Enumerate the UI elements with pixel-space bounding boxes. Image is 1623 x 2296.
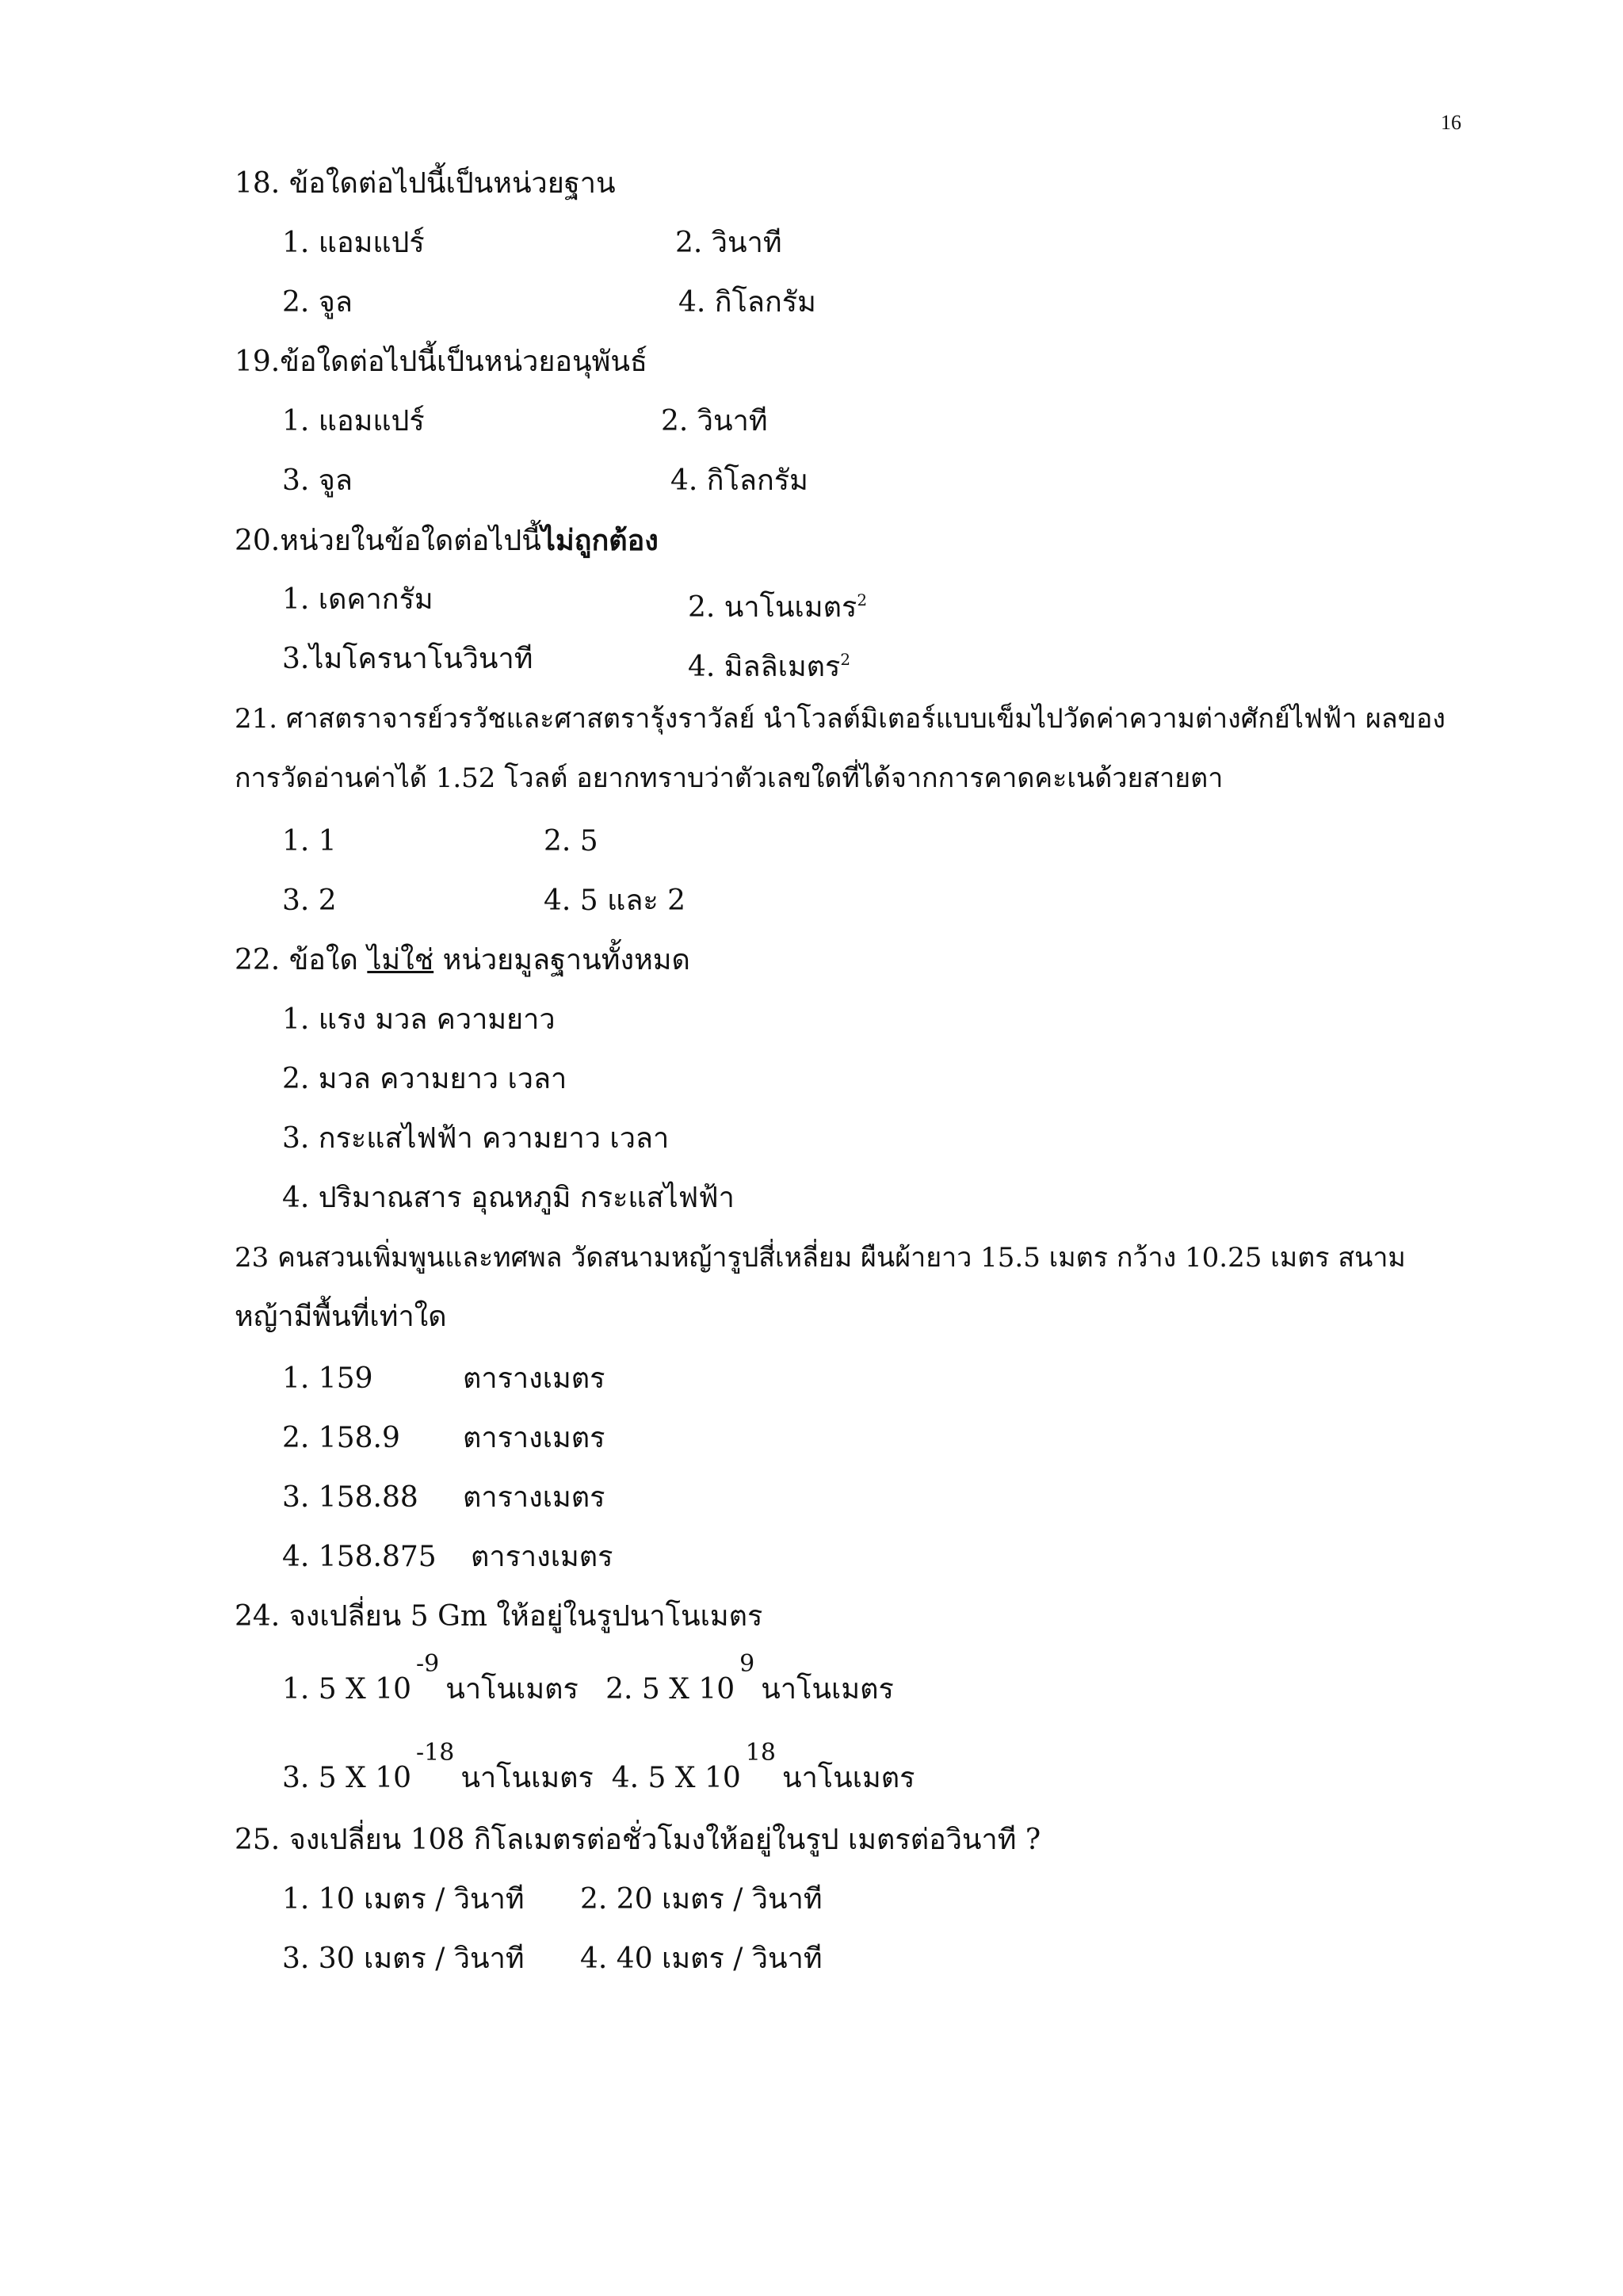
q19-option-2: 2. วินาที [661, 405, 768, 437]
q21-option-1: 1. 1 [282, 825, 337, 858]
q20-option-2-text: 2. นาโนเมตร [688, 591, 857, 624]
q24-option-1-unit: นาโนเมตร [445, 1673, 579, 1706]
q19-option-4: 4. กิโลกรัม [670, 464, 808, 497]
q22-option-2: 2. มวล ความยาว เวลา [282, 1063, 567, 1095]
question-23-line-2: หญ้ามีพื้นที่เท่าใด [235, 1301, 447, 1333]
q25-option-1: 1. 10 เมตร / วินาที [282, 1883, 525, 1916]
q21-option-4: 4. 5 และ 2 [544, 884, 686, 917]
q25-option-4: 4. 40 เมตร / วินาที [580, 1943, 823, 1975]
q23-option-1-unit: ตารางเมตร [463, 1362, 605, 1395]
q20-option-4 [688, 642, 850, 685]
question-23-line-1: 23 คนสวนเพิ่มพูนและทศพล วัดสนามหญ้ารูปสี่เหลี่ยม ผืนผ้ายาว 15.5 เมตร กว้าง 10.25 เมตร สนาม [235, 1242, 1406, 1274]
q23-option-2-unit: ตารางเมตร [463, 1422, 605, 1454]
q24-option-4-exponent: 18 [745, 1739, 776, 1767]
q22-suffix: หน่วยมูลฐานทั้งหมด [433, 944, 690, 976]
q23-option-4-unit: ตารางเมตร [471, 1541, 613, 1573]
q25-option-3: 3. 30 เมตร / วินาที [282, 1943, 525, 1975]
q24-option-2-base: 2. 5 X 10 [605, 1673, 735, 1706]
question-24: 24. จงเปลี่ยน 5 Gm ให้อยู่ในรูปนาโนเมตร [235, 1600, 763, 1633]
question-19: 19.ข้อใดต่อไปนี้เป็นหน่วยอนุพันธ์ [235, 346, 647, 378]
q23-option-2-value: 2. 158.9 [282, 1422, 400, 1454]
q24-option-3-unit: นาโนเมตร [460, 1762, 594, 1794]
q18-option-2: 2. วินาที [675, 227, 782, 259]
q23-option-1-value: 1. 159 [282, 1362, 373, 1395]
question-22 [235, 943, 690, 978]
q23-option-3-unit: ตารางเมตร [463, 1481, 605, 1514]
q20-option-4-superscript: 2 [840, 650, 851, 669]
q24-option-4-unit: นาโนเมตร [781, 1762, 915, 1794]
q24-option-2-exponent: 9 [739, 1650, 755, 1678]
question-18: 18. ข้อใดต่อไปนี้เป็นหน่วยฐาน [235, 167, 616, 200]
question-21-line-1: 21. ศาสตราจารย์วรวัชและศาสตรารุ้งราวัลย์ นำโวลต์มิเตอร์แบบเข็มไปวัดค่าความต่างศักย์ไฟฟ้า ผลของ [235, 703, 1446, 735]
question-20 [235, 523, 659, 559]
q20-option-3: 3.ไมโครนาโนวินาที [282, 643, 533, 675]
q22-underlined: ไม่ใช่ [367, 944, 434, 976]
q24-option-1-base: 1. 5 X 10 [282, 1673, 412, 1706]
q18-option-1: 1. แอมแปร์ [282, 227, 425, 259]
q22-prefix: 22. ข้อใด [235, 944, 368, 976]
q22-option-3: 3. กระแสไฟฟ้า ความยาว เวลา [282, 1122, 670, 1155]
q24-option-4-base: 4. 5 X 10 [611, 1762, 741, 1794]
q20-option-1: 1. เดคากรัม [282, 583, 433, 616]
q19-option-3: 3. จูล [282, 464, 353, 497]
q23-option-3-value: 3. 158.88 [282, 1481, 418, 1514]
q25-option-2: 2. 20 เมตร / วินาที [580, 1883, 823, 1916]
q20-question-emphasis: ไม่ถูกต้อง [540, 524, 659, 557]
q24-option-1-exponent: -9 [416, 1650, 440, 1678]
question-25: 25. จงเปลี่ยน 108 กิโลเมตรต่อชั่วโมงให้อยู่ในรูป เมตรต่อวินาที ? [235, 1824, 1041, 1856]
q22-option-1: 1. แรง มวล ความยาว [282, 1003, 556, 1036]
q20-option-2 [688, 583, 867, 625]
q18-option-3: 2. จูล [282, 286, 353, 319]
q24-options-row-2 [282, 1739, 915, 1797]
q24-option-2-unit: นาโนเมตร [761, 1673, 894, 1706]
q23-option-4-value: 4. 158.875 [282, 1541, 437, 1573]
page-number: 16 [1441, 111, 1461, 134]
q19-option-1: 1. แอมแปร์ [282, 405, 425, 437]
q18-option-4: 4. กิโลกรัม [678, 286, 816, 319]
question-21-line-2: การวัดอ่านค่าได้ 1.52 โวลต์ อยากทราบว่าตัวเลขใดที่ได้จากการคาดคะเนด้วยสายตา [235, 762, 1224, 794]
q21-option-2: 2. 5 [544, 825, 598, 858]
q21-option-3: 3. 2 [282, 884, 337, 917]
q20-option-4-text: 4. มิลลิเมตร [688, 651, 841, 683]
q20-option-2-superscript: 2 [857, 590, 868, 609]
q24-options-row-1 [282, 1650, 894, 1709]
q20-question-prefix: 20.หน่วยในข้อใดต่อไปนี้ [235, 525, 541, 557]
q24-option-3-base: 3. 5 X 10 [282, 1762, 412, 1794]
q22-option-4: 4. ปริมาณสาร อุณหภูมิ กระแสไฟฟ้า [282, 1182, 735, 1214]
q24-option-3-exponent: -18 [416, 1739, 455, 1767]
